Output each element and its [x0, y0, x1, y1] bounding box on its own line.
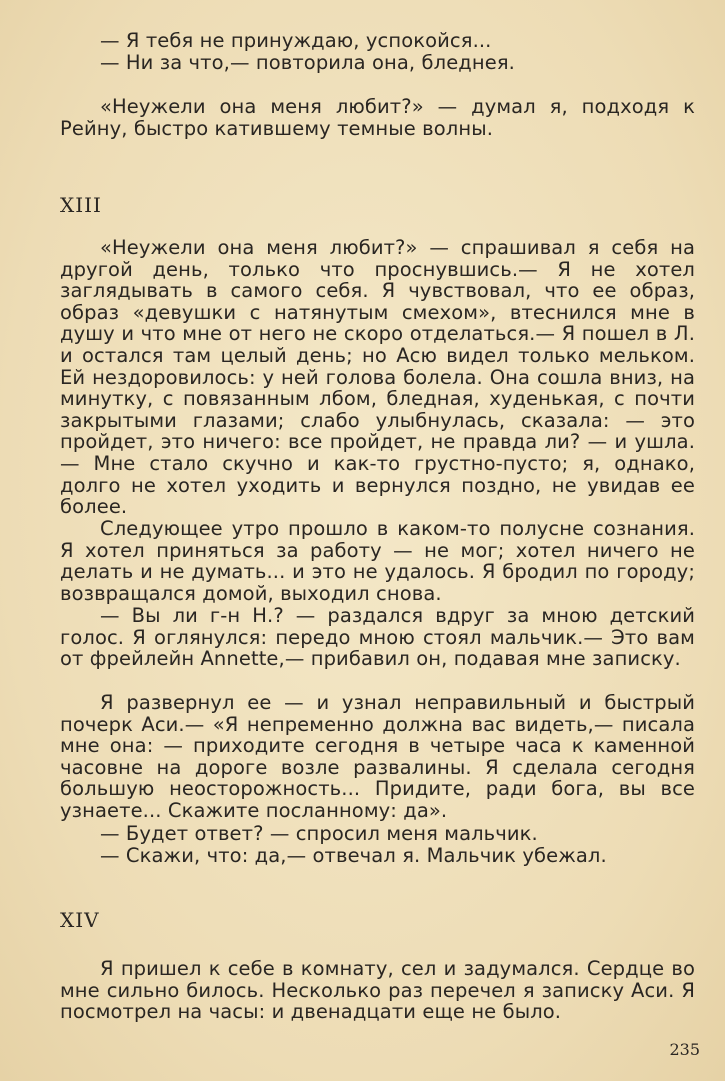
dialogue-line: — Ни за что,— повторила она, бледнея. — [100, 51, 515, 74]
chapter-heading: XIII — [60, 193, 102, 217]
dialogue-line: — Будет ответ? — спросил меня мальчик. — [100, 822, 538, 845]
paragraph: Я развернул ее — и узнал неправильный и быстрый почерк Аси.— «Я непременно должна вас видеть,— писала мне она: — приходите сегодня в четыре часа к каменной часовне на дороге возле развалины. Я сделала сегодня большую неосторожность... Придите, ради бога, вы все узнаете... Скажите посланному: да». — [60, 691, 695, 822]
paragraph: «Неужели она меня любит?» — спрашивал я себя на другой день, только что проснувшись.— Я не хотел заглядывать в самого себя. Я чувствовал, что ее образ, образ «девушки с натянутым смехом», втеснился мне в душу и что мне от него не скоро отделаться.— Я пошел в Л. и остался там целый день; но Асю видел только мельком. Ей нездоровилось: у ней голова болела. Она сошла вниз, на минутку, с повязанным лбом, бледная, худенькая, с почти закрытыми глазами; слабо улыбнулась, сказала: — это пройдет, это ничего: все пройдет, не правда ли? — и ушла.— Мне стало скучно и как-то грустно-пусто; я, однако, долго не хотел уходить и вернулся поздно, не увидав ее более. — [60, 236, 695, 519]
paragraph: Следующее утро прошло в каком-то полусне сознания. Я хотел приняться за работу — не мог; хотел ничего не делать и не думать... и это не удалось. Я бродил по городу; возвращался домой, выходил снова. — [60, 517, 695, 605]
dialogue-line: — Скажи, что: да,— отвечал я. Мальчик убежал. — [100, 844, 607, 867]
paragraph: «Неужели она меня любит?» — думал я, подходя к Рейну, быстро катившему темные волны. — [60, 95, 695, 140]
paragraph: Я пришел к себе в комнату, сел и задумался. Сердце во мне сильно билось. Несколько раз перечел я записку Аси. Я посмотрел на часы: и двенадцати еще не было. — [60, 957, 695, 1024]
dialogue-line: — Я тебя не принуждаю, успокойся... — [100, 29, 492, 52]
chapter-heading: XIV — [60, 908, 100, 932]
page-number: 235 — [669, 1040, 700, 1059]
paragraph: — Вы ли г-н Н.? — раздался вдруг за мною детский голос. Я оглянулся: передо мною стоял мальчик.— Это вам от фрейлейн Annette,— прибавил он, подавая мне записку. — [60, 604, 695, 671]
